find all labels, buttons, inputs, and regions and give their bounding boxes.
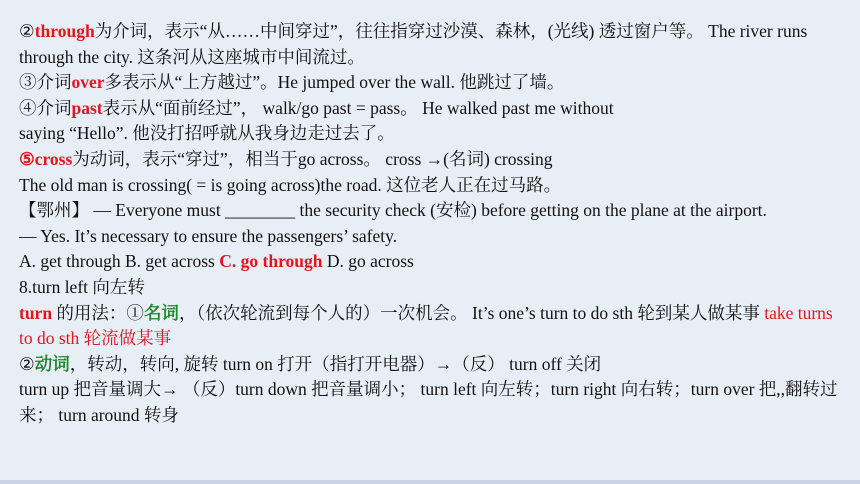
text-run: — Yes. It’s necessary to ensure the passengers’ safety. bbox=[19, 225, 398, 246]
text-line bbox=[19, 377, 849, 428]
text-run: ，（依次轮流到每个人的）一次机会。 It’s one’s turn to do sth 轮到某人做某事 bbox=[178, 302, 765, 323]
text-line bbox=[19, 173, 849, 199]
text-run: 的用法：① bbox=[52, 302, 144, 323]
highlighted-term: ⑤cross bbox=[19, 148, 73, 169]
text-line bbox=[19, 96, 849, 122]
text-run: 表示从“面前经过”， walk/go past = pass。 He walked past me without bbox=[102, 97, 614, 118]
text-run: ③介词 bbox=[19, 72, 72, 93]
text-run: ，转动，转向, 旋转 turn on 打开（指打开电器）→（反） turn off 关闭 bbox=[69, 353, 602, 374]
text-run: 8.turn left 向左转 bbox=[19, 276, 145, 297]
text-run: 为介词，表示“从……中间穿过”，往往指穿过沙漠、森林，(光线) 透过窗户等。 The river runs through the city. 这条河从这座城市中间流过。 bbox=[19, 21, 808, 67]
text-line bbox=[19, 249, 849, 275]
text-line bbox=[19, 301, 849, 352]
text-line bbox=[19, 275, 849, 301]
text-run: 多表示从“上方越过”。He jumped over the wall. 他跳过了墙。 bbox=[104, 72, 565, 93]
highlighted-term: past bbox=[71, 97, 103, 118]
highlighted-term: turn bbox=[19, 302, 53, 323]
text-line bbox=[19, 70, 849, 96]
highlighted-term: take turns to do sth 轮流做某事 bbox=[19, 302, 833, 349]
text-run: D. go across bbox=[322, 251, 414, 272]
text-line bbox=[19, 147, 849, 173]
text-line bbox=[19, 224, 849, 250]
highlighted-term: over bbox=[71, 72, 105, 93]
highlighted-term: 动词 bbox=[34, 353, 70, 374]
text-run: turn up 把音量调大→ （反）turn down 把音量调小； turn left 向左转；turn right 向右转；turn over 把,,翻转过来； turn around 转身 bbox=[19, 379, 838, 425]
text-line bbox=[19, 198, 849, 224]
text-run: A. get through B. get across bbox=[19, 251, 220, 272]
text-run: The old man is crossing( = is going across)the road. 这位老人正在过马路。 bbox=[19, 174, 562, 195]
text-run: ④介词 bbox=[19, 97, 72, 118]
text-run: 为动词，表示“穿过”，相当于go across。 cross →(名词) crossing bbox=[72, 148, 553, 169]
bottom-accent-bar bbox=[0, 480, 860, 484]
text-run: ② bbox=[19, 353, 35, 374]
highlighted-term: C. go through bbox=[219, 251, 323, 272]
text-run: 【鄂州】 — Everyone must ________ the security check (安检) before getting on the plane at the airport. bbox=[19, 200, 767, 221]
text-line bbox=[19, 121, 849, 147]
slide-text-body bbox=[19, 19, 849, 429]
highlighted-term: 名词 bbox=[143, 302, 179, 323]
highlighted-term: through bbox=[34, 21, 95, 41]
text-run: saying “Hello”. 他没打招呼就从我身边走过去了。 bbox=[19, 123, 395, 144]
text-line bbox=[19, 352, 849, 378]
text-run: ② bbox=[19, 21, 35, 41]
text-line bbox=[19, 19, 849, 70]
